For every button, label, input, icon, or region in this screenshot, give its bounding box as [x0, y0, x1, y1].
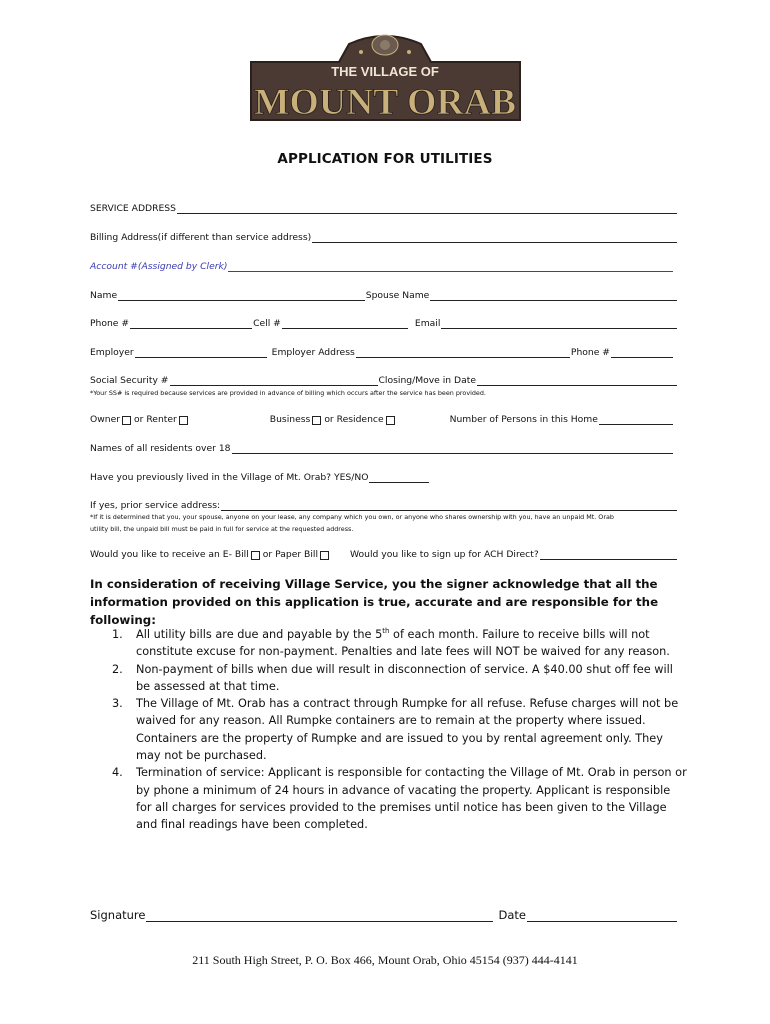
residents-label: Names of all residents over 18: [90, 443, 231, 454]
billing-address-field[interactable]: [312, 232, 677, 243]
service-address-field[interactable]: [177, 203, 677, 214]
persons-label: Number of Persons in this Home: [449, 414, 598, 425]
terms-item-number: 1.: [112, 628, 123, 641]
ach-field[interactable]: [540, 549, 677, 560]
persons-field[interactable]: [599, 414, 673, 425]
unpaid-note-line1: *If it is determined that you, your spouse, anyone on your lease, any company which you own, or anyone who shares ownership with you, have an unpaid Mt. Orab: [90, 513, 614, 521]
business-label: Business: [269, 414, 311, 425]
social-security-row: [90, 372, 678, 386]
terms-item-number: 3.: [112, 697, 123, 711]
page-title: APPLICATION FOR UTILITIES: [277, 151, 493, 167]
prior-address-field[interactable]: [221, 500, 677, 511]
prior-address-row: [90, 497, 678, 511]
ss-note: *Your SS# is required because services are provided in advance of billing which occurs after the service has been provided.: [90, 389, 486, 397]
email-label: Email: [414, 318, 441, 329]
terms-item: [112, 661, 687, 696]
billing-address-row: [90, 229, 678, 243]
terms-list: [112, 626, 687, 834]
owner-label: Owner: [90, 414, 120, 425]
billing-address-label: Billing Address(if different than service address): [90, 232, 312, 243]
email-field[interactable]: [441, 318, 677, 329]
ach-label: Would you like to sign up for ACH Direct?: [350, 549, 539, 560]
date-label: Date: [498, 908, 526, 922]
phone-row: [90, 315, 678, 329]
phone-field[interactable]: [130, 318, 252, 329]
renter-label: or Renter: [134, 414, 177, 425]
terms-item-superscript: th: [382, 627, 390, 636]
ebill-checkbox[interactable]: [251, 551, 260, 560]
unpaid-note-line2: utility bill, the unpaid bill must be paid in full for service at the requested address.: [90, 525, 354, 533]
account-label: Account #(Assigned by Clerk): [90, 261, 228, 272]
cell-label: Cell #: [253, 318, 281, 329]
employer-phone-label: Phone #: [570, 347, 610, 358]
employer-address-label: Employer Address: [271, 347, 355, 358]
account-field[interactable]: [228, 261, 673, 272]
residence-label: or Residence: [324, 414, 384, 425]
terms-item: [112, 626, 687, 661]
logo-line2: MOUNT ORAB: [254, 82, 516, 122]
terms-item: [112, 695, 687, 764]
business-checkbox[interactable]: [312, 416, 321, 425]
service-address-row: [90, 200, 678, 214]
terms-item-text: Termination of service: Applicant is responsible for contacting the Village of Mt. Orab in person or by phone a minimum of 24 hours in advance of vacating the property. Applicant is responsible for all charges for services provided to the premises until notice has been given to the Village and final readings have been completed.: [136, 766, 687, 832]
employer-row: [90, 344, 674, 358]
previously-lived-field[interactable]: [369, 472, 429, 483]
owner-checkbox[interactable]: [122, 416, 131, 425]
footer-address: 211 South High Street, P. O. Box 466, Mount Orab, Ohio 45154 (937) 444-4141: [192, 953, 578, 967]
terms-item-number: 2.: [112, 662, 123, 676]
name-field[interactable]: [118, 290, 365, 301]
previously-lived-row: [90, 469, 430, 483]
service-address-label: SERVICE ADDRESS: [90, 203, 176, 214]
employer-label: Employer: [90, 347, 134, 358]
previously-lived-label: Have you previously lived in the Village of Mt. Orab? YES/NO: [90, 472, 369, 483]
terms-item: [112, 764, 687, 833]
terms-item-text: All utility bills are due and payable by the 5: [136, 628, 383, 641]
paper-bill-label: or Paper Bill: [262, 549, 318, 560]
closing-move-field[interactable]: [477, 375, 677, 386]
prior-address-label: If yes, prior service address:: [90, 500, 221, 511]
cell-field[interactable]: [282, 318, 408, 329]
signature-row: [90, 906, 678, 922]
consent-statement: In consideration of receiving Village Service, you the signer acknowledge that all the information provided on this application is true, accurate and are responsible for the following:: [90, 577, 659, 627]
spouse-name-field[interactable]: [430, 290, 677, 301]
residence-checkbox[interactable]: [386, 416, 395, 425]
terms-item-text: Non-payment of bills when due will result in disconnection of service. A $40.00 shut off fee will be assessed at that time.: [136, 662, 673, 693]
name-row: [90, 287, 678, 301]
unpaid-note: [90, 511, 680, 535]
owner-row: [90, 411, 674, 425]
closing-move-label: Closing/Move in Date: [378, 375, 477, 386]
billing-preference-row: [90, 546, 678, 560]
village-logo: [249, 30, 522, 122]
account-row: [90, 258, 674, 272]
signature-label: Signature: [90, 908, 146, 922]
spouse-name-label: Spouse Name: [365, 290, 430, 301]
date-field[interactable]: [527, 908, 677, 922]
terms-item-number: 4.: [112, 766, 123, 780]
social-security-label: Social Security #: [90, 375, 169, 386]
employer-phone-field[interactable]: [611, 347, 673, 358]
employer-address-field[interactable]: [356, 347, 570, 358]
signature-field[interactable]: [146, 908, 492, 922]
residents-field[interactable]: [232, 443, 673, 454]
paper-bill-checkbox[interactable]: [320, 551, 329, 560]
ebill-label: Would you like to receive an E- Bill: [90, 549, 249, 560]
social-security-field[interactable]: [170, 375, 378, 386]
terms-item-text: The Village of Mt. Orab has a contract through Rumpke for all refuse. Refuse charges will not be waived for any reason. All Rumpke containers are to remain at the property where issued. Containers are the property of Rumpke and are issued to you by rental agreement only. They may not be purchased.: [136, 697, 679, 763]
terms-item-text-cont: of each month. Failure to receive bills will not constitute excuse for non-payment. Penalties and late fees will NOT be waived for any reason.: [136, 628, 670, 659]
phone-label: Phone #: [90, 318, 130, 329]
residents-row: [90, 440, 674, 454]
logo-line1: THE VILLAGE OF: [331, 64, 439, 79]
name-label: Name: [90, 290, 118, 301]
renter-checkbox[interactable]: [179, 416, 188, 425]
employer-field[interactable]: [135, 347, 267, 358]
